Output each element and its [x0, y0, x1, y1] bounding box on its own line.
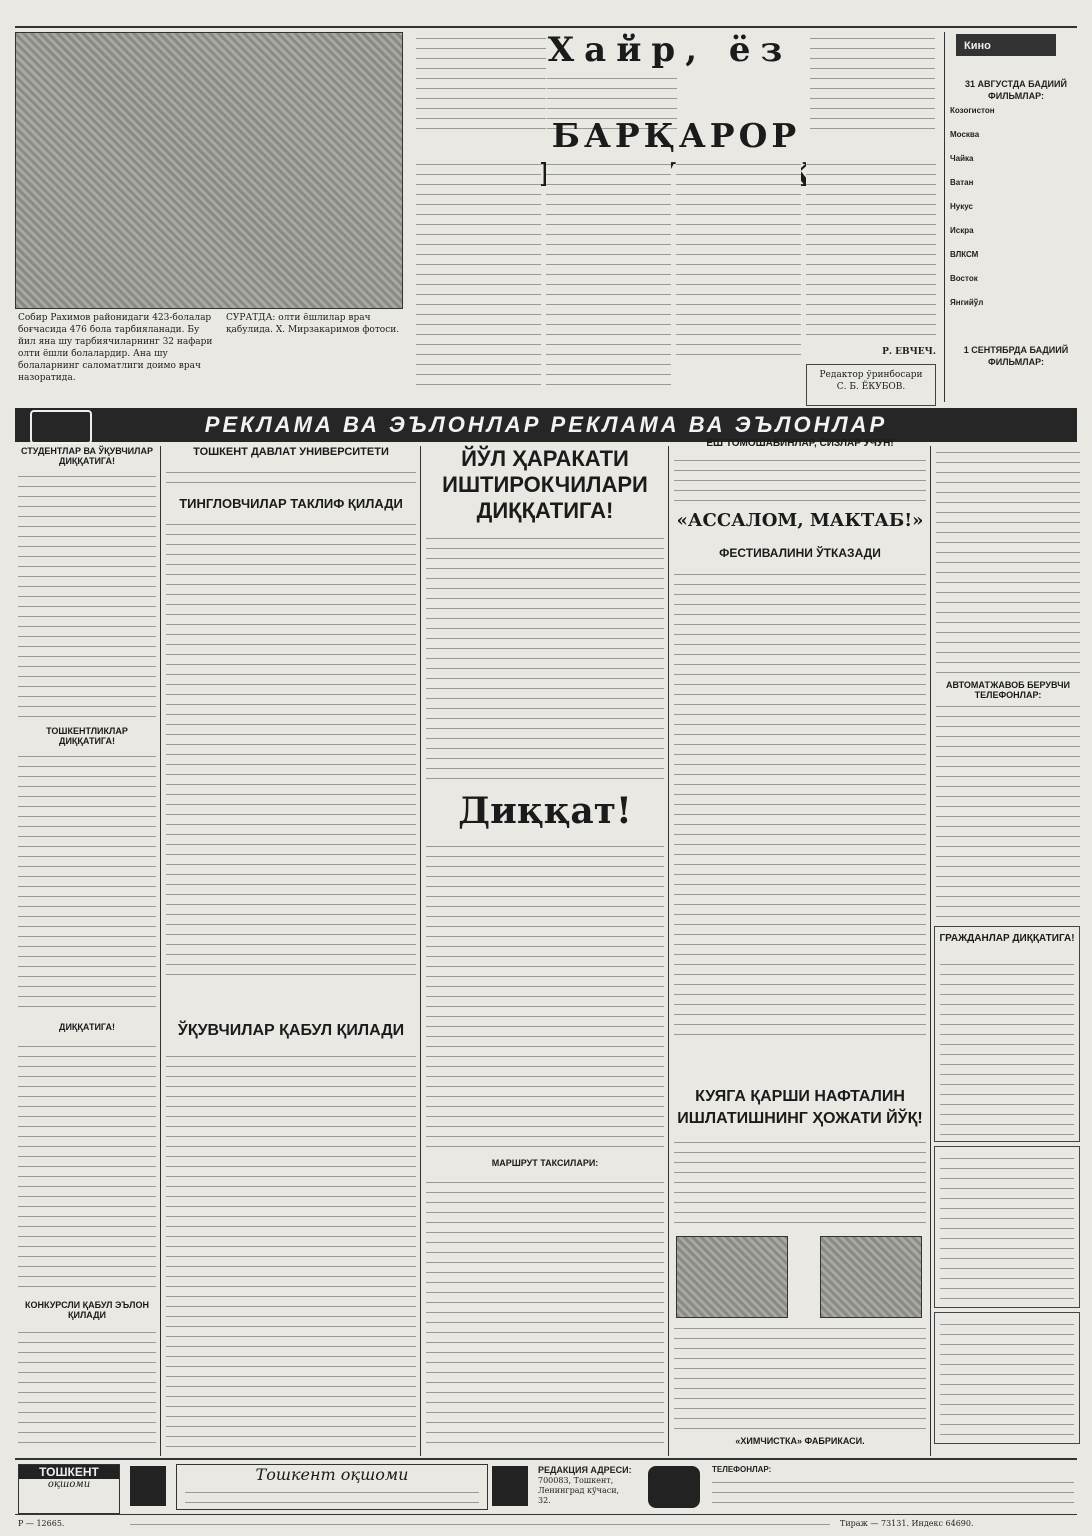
- article-col-2: [546, 158, 671, 388]
- kino-cinema-item: ВЛКСМ: [950, 250, 979, 259]
- col4-text-3: [674, 1322, 926, 1432]
- col1-text-1: [18, 470, 156, 720]
- col2-heading-3: ЎҚУВЧИЛАР ҚАБУЛ ҚИЛАДИ: [177, 1022, 405, 1039]
- hair-title: Хайр, ёз: [547, 30, 793, 70]
- col3-heading-2: Диққат!: [458, 790, 632, 832]
- kino-cinema-item: Чайка: [950, 154, 974, 163]
- photo-caption: Собир Рахимов районидаги 423-болалар боғчасида 476 бола тарбияланади. Бу йил яна шу тарбиячиларнинг 32 нафари олти ёшли болалардир. Ана шу болаларнинг саломатлиги доимо врач назоратида.: [18, 313, 213, 383]
- col5-notice-text-2: [940, 1318, 1074, 1436]
- kino-date-heading: 31 АВГУСТДА БАДИИЙ ФИЛЬМЛАР:: [965, 79, 1067, 101]
- footer-rule: [15, 1458, 1077, 1460]
- col4-heading-5: «ХИМЧИСТКА» ФАБРИКАСИ.: [735, 1436, 865, 1446]
- col5-phone-list: [936, 700, 1080, 920]
- kino-date-heading-2: 1 СЕНТЯБРДА БАДИИЙ ФИЛЬМЛАР:: [963, 345, 1069, 367]
- col2-heading-2: ТИНГЛОВЧИЛАР ТАКЛИФ ҚИЛАДИ: [179, 496, 403, 511]
- col2-heading-1: ТОШКЕНТ ДАВЛАТ УНИВЕРСИТЕТИ: [193, 446, 389, 458]
- article-col-3: [676, 158, 801, 363]
- footer-bottom-text: [130, 1518, 830, 1528]
- col3-text-1: [426, 532, 664, 782]
- col5-heading-2: ГРАЖДАНЛАР ДИҚҚАТИГА!: [939, 933, 1075, 944]
- col5-kino-listing-2: [936, 446, 1080, 676]
- footer-circulation: Тираж — 73131. Индекс 64690.: [840, 1519, 974, 1528]
- footer-redaksiya: [538, 1464, 634, 1506]
- kino-cinema-item: Восток: [950, 274, 978, 283]
- col1-heading-2: ТОШКЕНТЛИКЛАР ДИҚҚАТИГА!: [46, 726, 128, 746]
- col4-subhead: [674, 454, 926, 508]
- col4-heading-4: КУЯГА ҚАРШИ НАФТАЛИН ИШЛАТИШНИНГ ҲОЖАТИ ЙЎҚ!: [677, 1088, 923, 1127]
- ad-logo: [30, 410, 92, 444]
- article-author: Р. ЕВЧЕЧ.: [882, 347, 936, 357]
- article-col-4: [806, 158, 936, 343]
- editor-box: [806, 364, 936, 406]
- col4-divider: [930, 446, 931, 1456]
- footer-bottom-rule: [15, 1514, 1077, 1515]
- col4-heading-3: ФЕСТИВАЛИНИ ЎТКАЗАДИ: [719, 546, 881, 560]
- col5-notice-text-1: [940, 1152, 1074, 1300]
- kino-label: Кино: [964, 40, 991, 52]
- top-rule: [15, 26, 1077, 28]
- ad-banner: [15, 408, 1077, 442]
- col4-photo-2: [820, 1236, 922, 1318]
- footer-code: Р — 12665.: [18, 1519, 65, 1528]
- col3-heading-3: МАРШРУТ ТАКСИЛАРИ:: [491, 1158, 599, 1168]
- footer-redaksiya-addr: 700083, Тошкент, Ленинград кўчаси, 32.: [538, 1476, 620, 1505]
- kino-cinema-item: Москва: [950, 130, 980, 139]
- col5-text-1: [940, 958, 1074, 1136]
- col1-heading-3: ДИҚҚАТИГА!: [59, 1022, 115, 1032]
- kino-listing-1: [950, 104, 1080, 344]
- main-title: БАРҚАРОР: [551, 116, 801, 155]
- footer-arrow-icon-2: [492, 1466, 528, 1506]
- kino-cinema-item: Козогистон: [950, 106, 995, 115]
- col1-heading-4: КОНКУРСЛИ ҚАБУЛ ЭЪЛОН ҚИЛАДИ: [24, 1300, 149, 1320]
- col1-text-4: [18, 1326, 156, 1448]
- col4-text-2: [674, 1136, 926, 1232]
- kino-cinema-item: Нукус: [950, 202, 973, 211]
- col2-text-1: [166, 518, 416, 978]
- footer-phones-list: [712, 1476, 1074, 1512]
- children-photo: [15, 32, 403, 309]
- footer-paper-text: [185, 1486, 479, 1504]
- editor-role: Редактор ўринбосари: [819, 370, 923, 380]
- footer-logo-box: [18, 1464, 120, 1514]
- col3-divider: [668, 446, 669, 1456]
- footer-phones-title: ТЕЛЕФОНЛАР:: [712, 1465, 772, 1474]
- col3-heading-1: ЙЎЛ ҲАРАКАТИ ИШТИРОКЧИЛАРИ ДИҚҚАТИГА!: [442, 446, 648, 523]
- col4-heading-2: «АССАЛОМ, МАКТАБ!»: [676, 510, 924, 531]
- article-col-1: [416, 158, 541, 388]
- col2-text-2: [166, 1050, 416, 1448]
- editor-name: С. Б. ЁКУБОВ.: [836, 382, 906, 392]
- col3-text-3: [426, 1176, 664, 1448]
- kino-cinema-item: Янгийўл: [950, 298, 984, 307]
- footer-logo-1: ТОШКЕНТ: [19, 1465, 119, 1479]
- footer-paper-name: Тошкент оқшоми: [255, 1465, 409, 1484]
- col5-heading-1: АВТОМАТЖАВОБ БЕРУВЧИ ТЕЛЕФОНЛАР:: [946, 680, 1070, 700]
- ad-banner-text: РЕКЛАМА ВА ЭЪЛОНЛАР РЕКЛАМА ВА ЭЪЛОНЛАР: [204, 412, 888, 437]
- col2-subhead: [166, 466, 416, 488]
- phone-icon: [648, 1466, 700, 1508]
- footer-arrow-icon: [130, 1466, 166, 1506]
- footer-phones: [712, 1464, 1074, 1512]
- col4-cinema-list: [674, 568, 926, 1038]
- col1-divider: [160, 446, 161, 1456]
- footer-redaksiya-title: РЕДАКЦИЯ АДРЕСИ:: [538, 1465, 632, 1475]
- col1-text-2: [18, 750, 156, 1010]
- col1-text-3: [18, 1040, 156, 1290]
- kino-header: [956, 34, 1056, 56]
- footer-paper-box: [176, 1464, 488, 1510]
- col4-photo-1: [676, 1236, 788, 1318]
- kino-cinema-item: Ватан: [950, 178, 974, 187]
- footer-logo-2: оқшоми: [47, 1479, 91, 1490]
- col3-text-2: [426, 840, 664, 1150]
- col4-heading-1: ЁШ ТОМОШАБИНЛАР, СИЗЛАР УЧУН!: [706, 438, 894, 449]
- kino-divider: [944, 32, 945, 402]
- col2-divider: [420, 446, 421, 1456]
- col1-heading-1: СТУДЕНТЛАР ВА ЎҚУВЧИЛАР ДИҚҚАТИГА!: [21, 446, 153, 466]
- photo-credit: СУРАТДА: олти ёшлилар врач қабулида. Х. Мирзакаримов фотоси.: [226, 313, 400, 335]
- kino-cinema-item: Искра: [950, 226, 974, 235]
